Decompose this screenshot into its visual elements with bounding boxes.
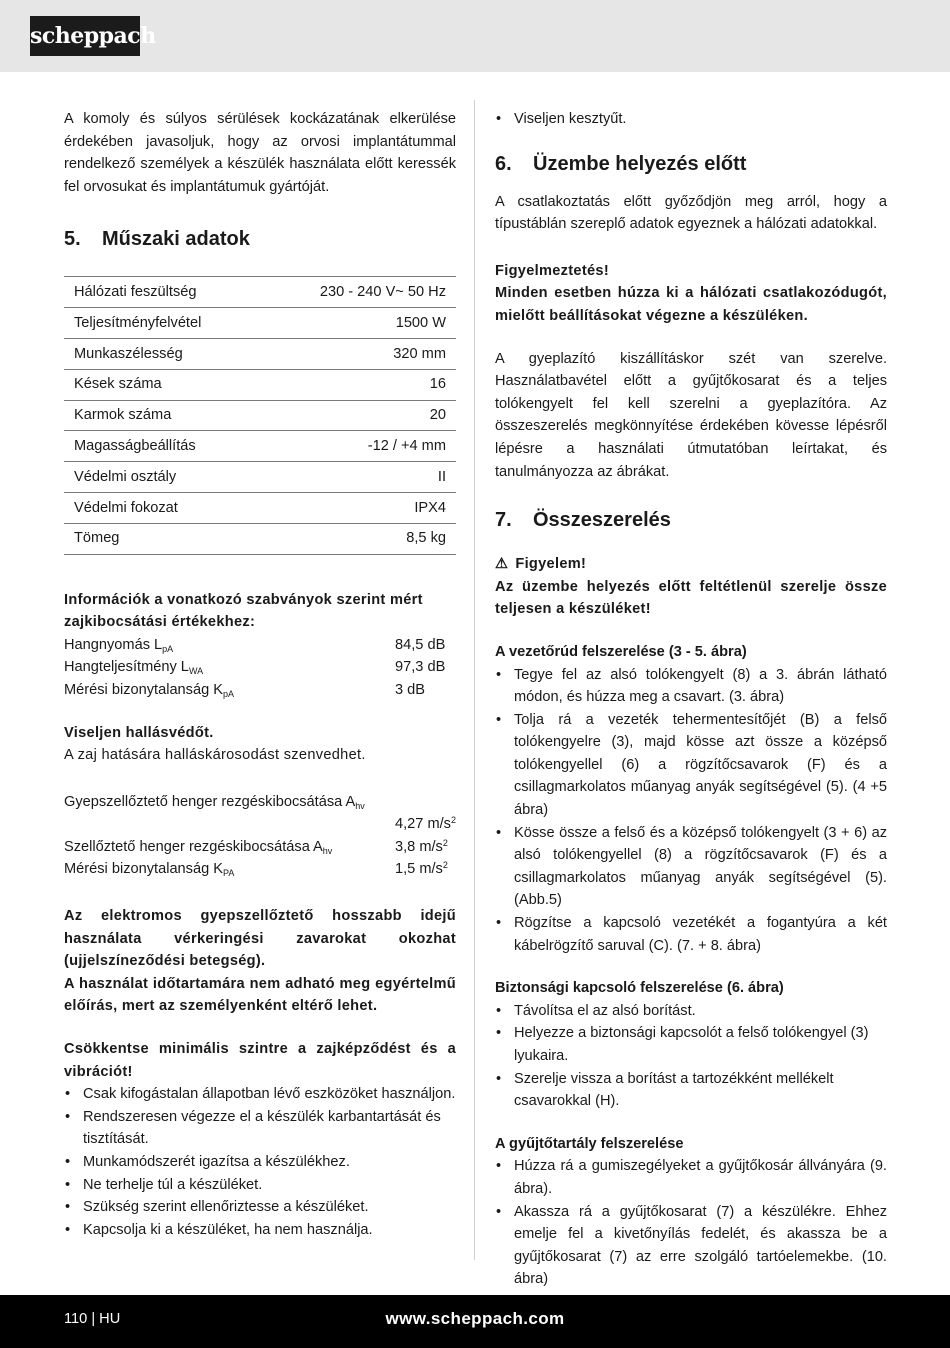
long-use-warning: Az elektromos gyepszellőztető hosszabb idejű használata vérkeringési zavarokat okozhat (ujjelszíneződési betegség). [64, 908, 456, 970]
spec-label: Tömeg [64, 523, 261, 554]
section-number: 5. [64, 228, 81, 251]
spec-row [64, 492, 456, 523]
unit-superscript: 2 [450, 815, 456, 826]
right-column [495, 108, 887, 1291]
noise-subscript: pA [223, 688, 235, 699]
noise-value: 97,3 dB [395, 659, 446, 676]
spec-row [64, 462, 456, 493]
section-6-heading [495, 151, 887, 177]
switch-list [495, 1000, 887, 1113]
warning-title: Figyelmeztetés! [495, 262, 609, 279]
list-item: • Rögzítse a kapcsoló vezetékét a fogantyúra a két kábelrögzítő saruval (C). (7. + 8. ábra) [495, 912, 887, 957]
reduce-list [64, 1083, 456, 1241]
list-item: • Húzza rá a gumiszegélyeket a gyűjtőkosár állványára (9. ábra). [495, 1155, 887, 1200]
intro-paragraph: A komoly és súlyos sérülések kockázatának elkerülése érdekében javasoljuk, hogy az orvosi implantátummal rendelkező személyek a készülék használata előtt keressék fel orvosukat és implantátumuk gyártóját. [64, 111, 456, 195]
spec-value: 8,5 kg [261, 523, 456, 554]
website-link[interactable]: www.scheppach.com [385, 1309, 565, 1328]
duration-warning: A használat időtartamára nem adható meg egyértelmű előírás, mert az személyenként eltérő lehet. [64, 975, 456, 1015]
list-item: • Rendszeresen végezze el a készülék karbantartását és tisztítását. [64, 1106, 456, 1151]
vibration-value: 3,8 m/s [395, 838, 443, 855]
vibration-subscript: hv [322, 845, 333, 856]
warning-triangle-icon: ⚠ [495, 556, 509, 573]
noise-row [64, 634, 456, 657]
list-item: • Szükség szerint ellenőriztesse a készüléket. [64, 1196, 456, 1219]
spec-label: Karmok száma [64, 400, 261, 431]
spec-label: Munkaszélesség [64, 338, 261, 369]
spec-label: Hálózati feszültség [64, 277, 261, 308]
hearing-warning: Viseljen hallásvédőt. [64, 724, 214, 741]
noise-subscript: WA [188, 666, 204, 677]
spec-label: Védelmi fokozat [64, 492, 261, 523]
vibration-subscript: hv [355, 800, 365, 811]
list-item: • Kapcsolja ki a készüléket, ha nem használja. [64, 1219, 456, 1242]
column-divider [474, 100, 475, 1260]
vibration-row-3 [64, 858, 456, 881]
list-item: • Munkamódszerét igazítsa a készülékhez. [64, 1151, 456, 1174]
spec-row [64, 277, 456, 308]
scheppach-logo: scheppach [30, 16, 140, 56]
list-item: • Akassza rá a gyűjtőkosarat (7) a készülékre. Ehhez emelje fel a kivetőnyílás fedelét, és akassza be a gyűjtőkosarat (7) az erre szolgáló tartóelemekbe. (10. ábra) [495, 1201, 887, 1291]
spec-label: Magasságbeállítás [64, 431, 261, 462]
reduce-heading: Csökkentse minimális szintre a zajképződést és a vibrációt! [64, 1041, 456, 1080]
spec-value: 230 - 240 V~ 50 Hz [261, 277, 456, 308]
spec-value: 1500 W [261, 308, 456, 339]
noise-label: Mérési bizonytalanság K [64, 681, 223, 698]
spec-value: 16 [261, 369, 456, 400]
spec-value: IPX4 [261, 492, 456, 523]
spec-table [64, 276, 456, 554]
spec-row [64, 431, 456, 462]
switch-heading: Biztonsági kapcsoló felszerelése (6. ábra) [495, 980, 784, 997]
assembly-intro: A gyeplazító kiszállításkor szét van szerelve. Használatbavétel előtt a gyűjtőkosarat és a teljes tolókengyelt fel kell szerelni a gyeplazítóra. Az összeszerelés megkönnyítése érdekében kövesse lépésről lépésre a használati útmutatóban leírtakat, és tanulmányozza az ábrákat. [495, 350, 887, 480]
attention-title: Figyelem! [515, 556, 587, 573]
list-item: • Csak kifogástalan állapotban lévő eszközöket használjon. [64, 1083, 456, 1106]
spec-value: 20 [261, 400, 456, 431]
noise-value: 84,5 dB [395, 636, 446, 653]
spec-label: Védelmi osztály [64, 462, 261, 493]
hearing-text: A zaj hatására halláskárosodást szenvedhet. [64, 747, 366, 764]
left-column [64, 108, 456, 1241]
noise-heading: Információk a vonatkozó szabványok szerint mért zajkibocsátási értékekhez: [64, 591, 423, 631]
spec-row [64, 523, 456, 554]
spec-value: II [261, 462, 456, 493]
spec-row [64, 369, 456, 400]
list-item: • Távolítsa el az alsó borítást. [495, 1000, 887, 1023]
noise-row [64, 656, 456, 679]
list-item: • Tegye fel az alsó tolókengyelt (8) a 3. ábrán látható módon, és húzza meg a csavart. (3. ábra) [495, 664, 887, 709]
attention-text: Az üzembe helyezés előtt feltétlenül szerelje össze teljesen a készüléket! [495, 578, 887, 618]
section-number: 7. [495, 509, 512, 532]
unit-superscript: 2 [442, 837, 448, 848]
list-item: • Kösse össze a felső és a középső tolókengyelt (3 + 6) az alsó tolókengyellel (8) a rögzítőcsavarok (F) és a csillagmarkolatos műanyag anyák segítségével (5). (Abb.5) [495, 822, 887, 912]
page-header [0, 0, 950, 72]
spec-label: Kések száma [64, 369, 261, 400]
spec-row [64, 400, 456, 431]
vibration-row-1 [64, 791, 456, 814]
vibration-row-2 [64, 836, 456, 859]
noise-label: Hangnyomás L [64, 636, 163, 653]
section-title: Üzembe helyezés előtt [533, 152, 747, 175]
noise-values [64, 634, 456, 702]
connection-text: A csatlakoztatás előtt győződjön meg arról, hogy a típustáblán szereplő adatok egyeznek a hálózati adatokkal. [495, 193, 887, 233]
vibration-value: 1,5 m/s [395, 861, 443, 878]
spec-value: -12 / +4 mm [261, 431, 456, 462]
section-7-heading [495, 507, 887, 533]
noise-value: 3 dB [395, 681, 426, 698]
list-item: • Tolja rá a vezeték tehermentesítőjét (B) a felső tolókengyelre (3), majd kösse azt össze a középső tolókengyellel (6) a rögzítőcsavarok (F) és a csillagmarkolatos műanyag anyák segítségével (5). (4 +5 ábra) [495, 709, 887, 822]
attention-title-row [495, 553, 887, 576]
vibration-label: Szellőztető henger rezgéskibocsátása A [64, 838, 323, 855]
spec-value: 320 mm [261, 338, 456, 369]
vibration-value: 4,27 m/s [395, 816, 451, 833]
page-footer [0, 1295, 950, 1348]
list-item: • Helyezze a biztonsági kapcsolót a felső tolókengyel (3) lyukaira. [495, 1022, 887, 1067]
bin-heading: A gyűjtőtartály felszerelése [495, 1135, 684, 1152]
list-item: • Szerelje vissza a borítást a tartozékként mellékelt csavarokkal (H). [495, 1068, 887, 1113]
guide-list [495, 664, 887, 958]
noise-subscript: pA [162, 643, 174, 654]
list-item: • Viseljen kesztyűt. [495, 108, 887, 131]
section-title: Műszaki adatok [102, 228, 250, 251]
section-5-heading [64, 226, 456, 252]
vibration-label: Mérési bizonytalanság K [64, 861, 223, 878]
noise-label: Hangteljesítmény L [64, 659, 189, 676]
guide-heading: A vezetőrúd felszerelése (3 - 5. ábra) [495, 643, 747, 660]
section-number: 6. [495, 152, 512, 175]
list-item: • Ne terhelje túl a készüléket. [64, 1174, 456, 1197]
warning-text: Minden esetben húzza ki a hálózati csatlakozódugót, mielőtt beállításokat végezne a készüléken. [495, 285, 887, 324]
section-title: Összeszerelés [533, 509, 671, 532]
bin-list [495, 1155, 887, 1291]
unit-superscript: 2 [442, 860, 448, 871]
vibration-row-1-value [64, 813, 456, 836]
spec-row [64, 308, 456, 339]
noise-row [64, 679, 456, 702]
gloves-list [495, 108, 887, 131]
vibration-subscript: PA [223, 868, 235, 879]
vibration-label: Gyepszellőztető henger rezgéskibocsátása A [64, 793, 356, 810]
spec-row [64, 338, 456, 369]
page-number: 110 | HU [64, 1311, 121, 1327]
spec-label: Teljesítményfelvétel [64, 308, 261, 339]
